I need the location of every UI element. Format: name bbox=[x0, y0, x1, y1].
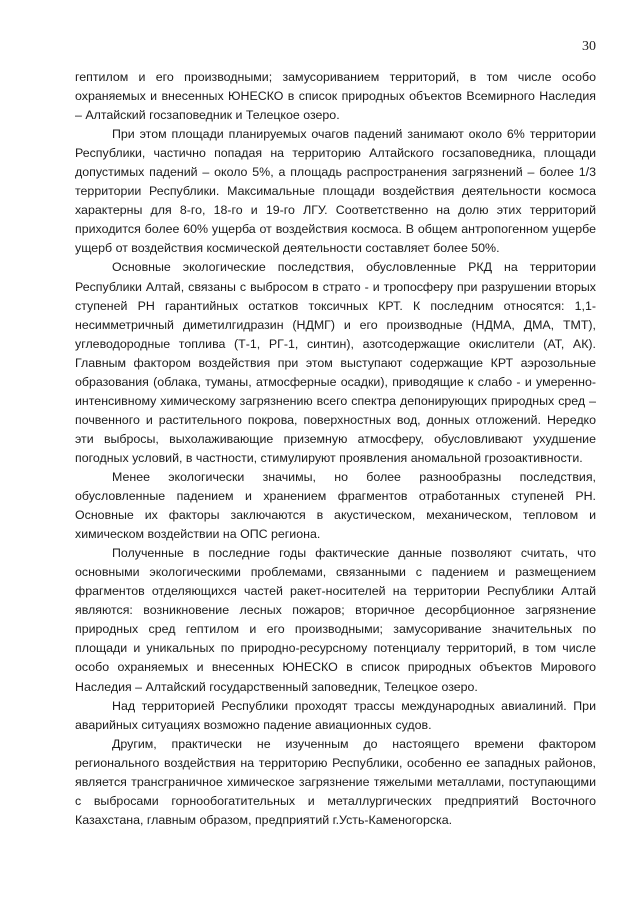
paragraph: Полученные в последние годы фактические данные позволяют считать, что основными экологическими проблемами, связанными с падением и размещением фрагментов отделяющихся частей ракет-носителей на территории Республики Алтай являются: возникновение лесных пожаров; вторичное десорбционное загрязнение природных сред гептилом и его производными; замусоривание значительных по площади и уникальных по природно-ресурсному потенциалу территорий, в том числе особо охраняемых и внесенных ЮНЕСКО в список природных объектов Мирового Наследия – Алтайский государственный заповедник, Телецкое озеро. bbox=[75, 546, 596, 694]
paragraph: Над территорией Республики проходят трассы международных авиалиний. При аварийных ситуациях возможно падение авиационных судов. bbox=[75, 698, 596, 732]
paragraph-continuation: гептилом и его производными; замусориванием территорий, в том числе особо охраняемых и внесенных ЮНЕСКО в список природных объектов Всемирного Наследия – Алтайский госзаповедник и Телецкое озеро. bbox=[75, 70, 596, 123]
paragraph: Другим, практически не изученным до настоящего времени фактором регионального воздействия на территорию Республики, особенно ее западных районов, является трансграничное химическое загрязнение тяжелыми металлами, поступающими с выбросами горнообогатительных и металлургических предприятий Восточного Казахстана, главным образом, предприятий г.Усть-Каменогорска. bbox=[75, 736, 596, 827]
page-number: 30 bbox=[582, 39, 596, 54]
paragraph: Менее экологически значимы, но более разнообразны последствия, обусловленные падением и хранением фрагментов отработанных ступеней РН. Основные их факторы заключаются в акустическом, механическом, тепловом и химическом воздействии на ОПС региона. bbox=[75, 469, 596, 542]
paragraph: При этом площади планируемых очагов падений занимают около 6% территории Республики, частично попадая на территорию Алтайского госзаповедника, площади допустимых падений – около 5%, а площадь распространения загрязнений – более 1/3 территории Республики. Максимальные площади воздействия деятельности космоса характерны для 8-го, 18-го и 19-го ЛГУ. Соответственно на долю этих территорий приходится более 60% ущерба от воздействия космоса. В общем антропогенном ущербе ущерб от воздействия космической деятельности составляет более 50%. bbox=[75, 127, 596, 256]
paragraph: Основные экологические последствия, обусловленные РКД на территории Республики Алтай, связаны с выбросом в страто - и тропосферу при разрушении вторых ступеней РН гарантийных остатков токсичных КРТ. К последним относятся: 1,1-несимметричный диметилгидразин (НДМГ) и его производные (НДМА, ДМА, ТМТ), углеводородные топлива (Т-1, РГ-1, синтин), азотсодержащие окислители (АТ, АК). Главным фактором воздействия при этом выступают содержащие КРТ аэрозольные образования (облака, туманы, атмосферные осадки), приводящие к слабо - и умеренно-интенсивному химическому загрязнению всего спектра депонирующих природных сред – почвенного и растительного покрова, поверхностных вод, донных отложений. Нередко эти выбросы, выхолаживающие приземную атмосферу, обусловливают ухудшение погодных условий, в частности, стимулируют проявления аномальной грозоактивности. bbox=[75, 260, 596, 465]
document-body bbox=[75, 68, 596, 830]
